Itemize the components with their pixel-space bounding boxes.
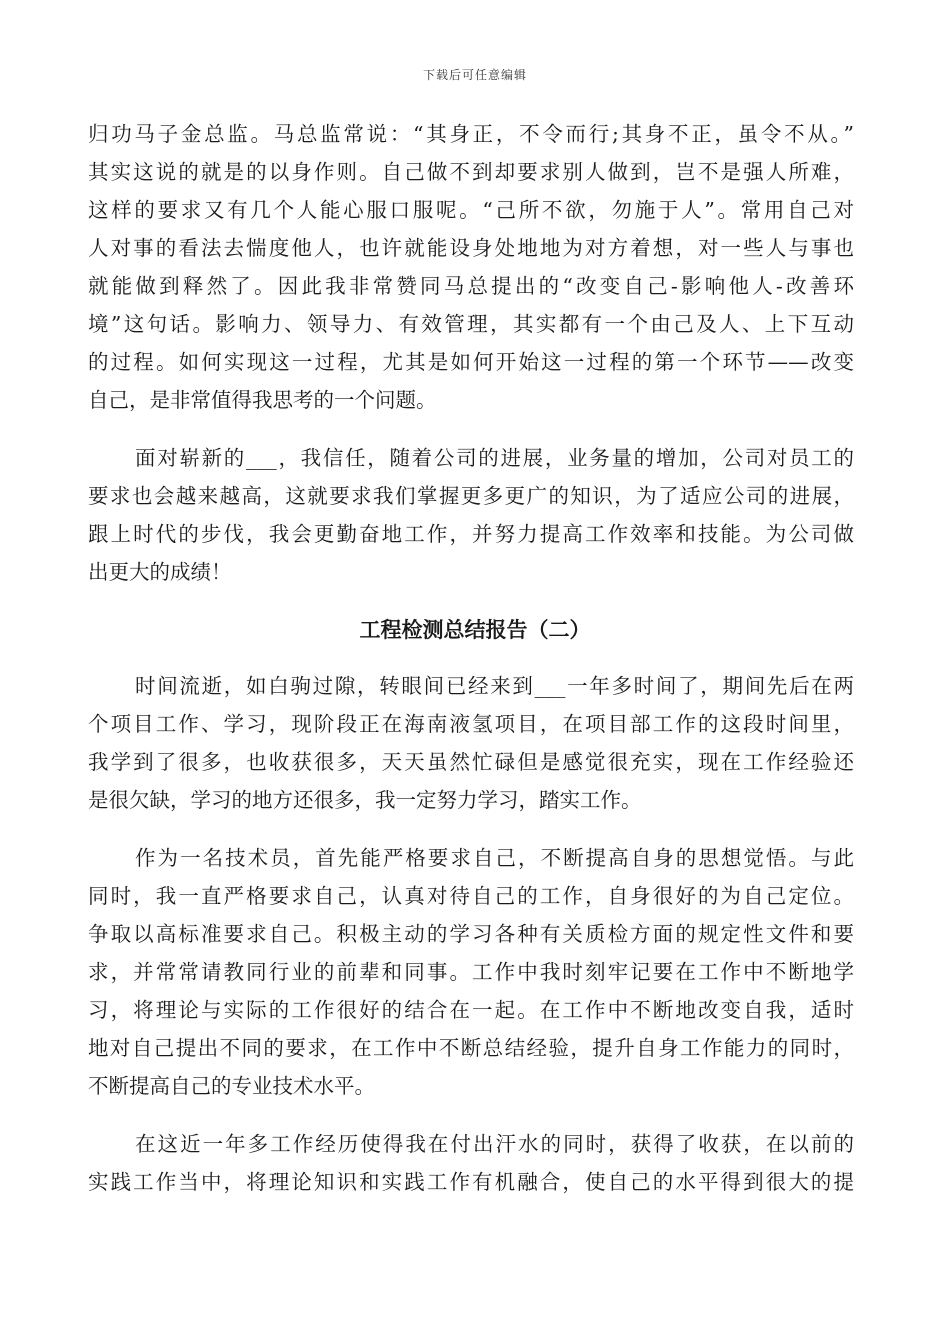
text-line: 面对崭新的___，我信任，随着公司的进展，业务量的增加，公司对员工的 (135, 446, 854, 470)
text-line: 归功马子金总监。马总监常说：“其身正，不令而行;其身不正，虽令不从。” (88, 122, 854, 146)
text-line: 其实这说的就是的以身作则。自己做不到却要求别人做到，岂不是强人所难， (88, 160, 854, 184)
text-line: 个项目工作、学习，现阶段正在海南液氢项目，在项目部工作的这段时间里， (88, 712, 854, 736)
text-line: 求，并常常请教同行业的前辈和同事。工作中我时刻牢记要在工作中不断地学 (88, 960, 854, 984)
text-line-last: 不断提高自己的专业技术水平。 (88, 1074, 375, 1098)
text-line: 习，将理论与实际的工作很好的结合在一起。在工作中不断地改变自我，适时 (88, 998, 854, 1022)
text-line: 在这近一年多工作经历使得我在付出汗水的同时，获得了收获，在以前的 (135, 1132, 854, 1156)
text-line-last: 出更大的成绩！ (88, 560, 232, 584)
text-line: 的过程。如何实现这一过程，尤其是如何开始这一过程的第一个环节——改变 (88, 350, 854, 374)
text-line: 实践工作当中，将理论知识和实践工作有机融合，使自己的水平得到很大的提 (88, 1170, 854, 1194)
text-line: 地对自己提出不同的要求，在工作中不断总结经验，提升自身工作能力的同时， (88, 1036, 854, 1060)
section-title: 工程检测总结报告（二） (359, 617, 591, 642)
text-line: 要求也会越来越高，这就要求我们掌握更多更广的知识，为了适应公司的进展， (88, 484, 854, 508)
text-line: 人对事的看法去惴度他人，也许就能设身处地地为对方着想，对一些人与事也 (88, 236, 854, 260)
text-line: 跟上时代的步伐，我会更勤奋地工作，并努力提高工作效率和技能。为公司做 (88, 522, 854, 546)
page-header: 下载后可任意编辑 (422, 68, 527, 82)
text-line: 就能做到释然了。因此我非常赞同马总提出的“改变自己-影响他人-改善环 (88, 274, 854, 298)
text-line: 同时，我一直严格要求自己，认真对待自己的工作，自身很好的为自己定位。 (88, 884, 854, 908)
text-line: 作为一名技术员，首先能严格要求自己，不断提高自身的思想觉悟。与此 (135, 846, 854, 870)
text-line: 争取以高标准要求自己。积极主动的学习各种有关质检方面的规定性文件和要 (88, 922, 854, 946)
text-line-last: 自己，是非常值得我思考的一个问题。 (88, 388, 437, 412)
text-line: 我学到了很多，也收获很多，天天虽然忙碌但是感觉很充实，现在工作经验还 (88, 750, 854, 774)
text-line: 这样的要求又有几个人能心服口服呢。“己所不欲，勿施于人”。常用自己对 (88, 198, 854, 222)
text-line: 时间流逝，如白驹过隙，转眼间已经来到___一年多时间了，期间先后在两 (135, 674, 854, 698)
text-line: 境”这句话。影响力、领导力、有效管理，其实都有一个由己及人、上下互动 (88, 312, 854, 336)
text-line-last: 是很欠缺，学习的地方还很多，我一定努力学习，踏实工作。 (88, 788, 642, 812)
